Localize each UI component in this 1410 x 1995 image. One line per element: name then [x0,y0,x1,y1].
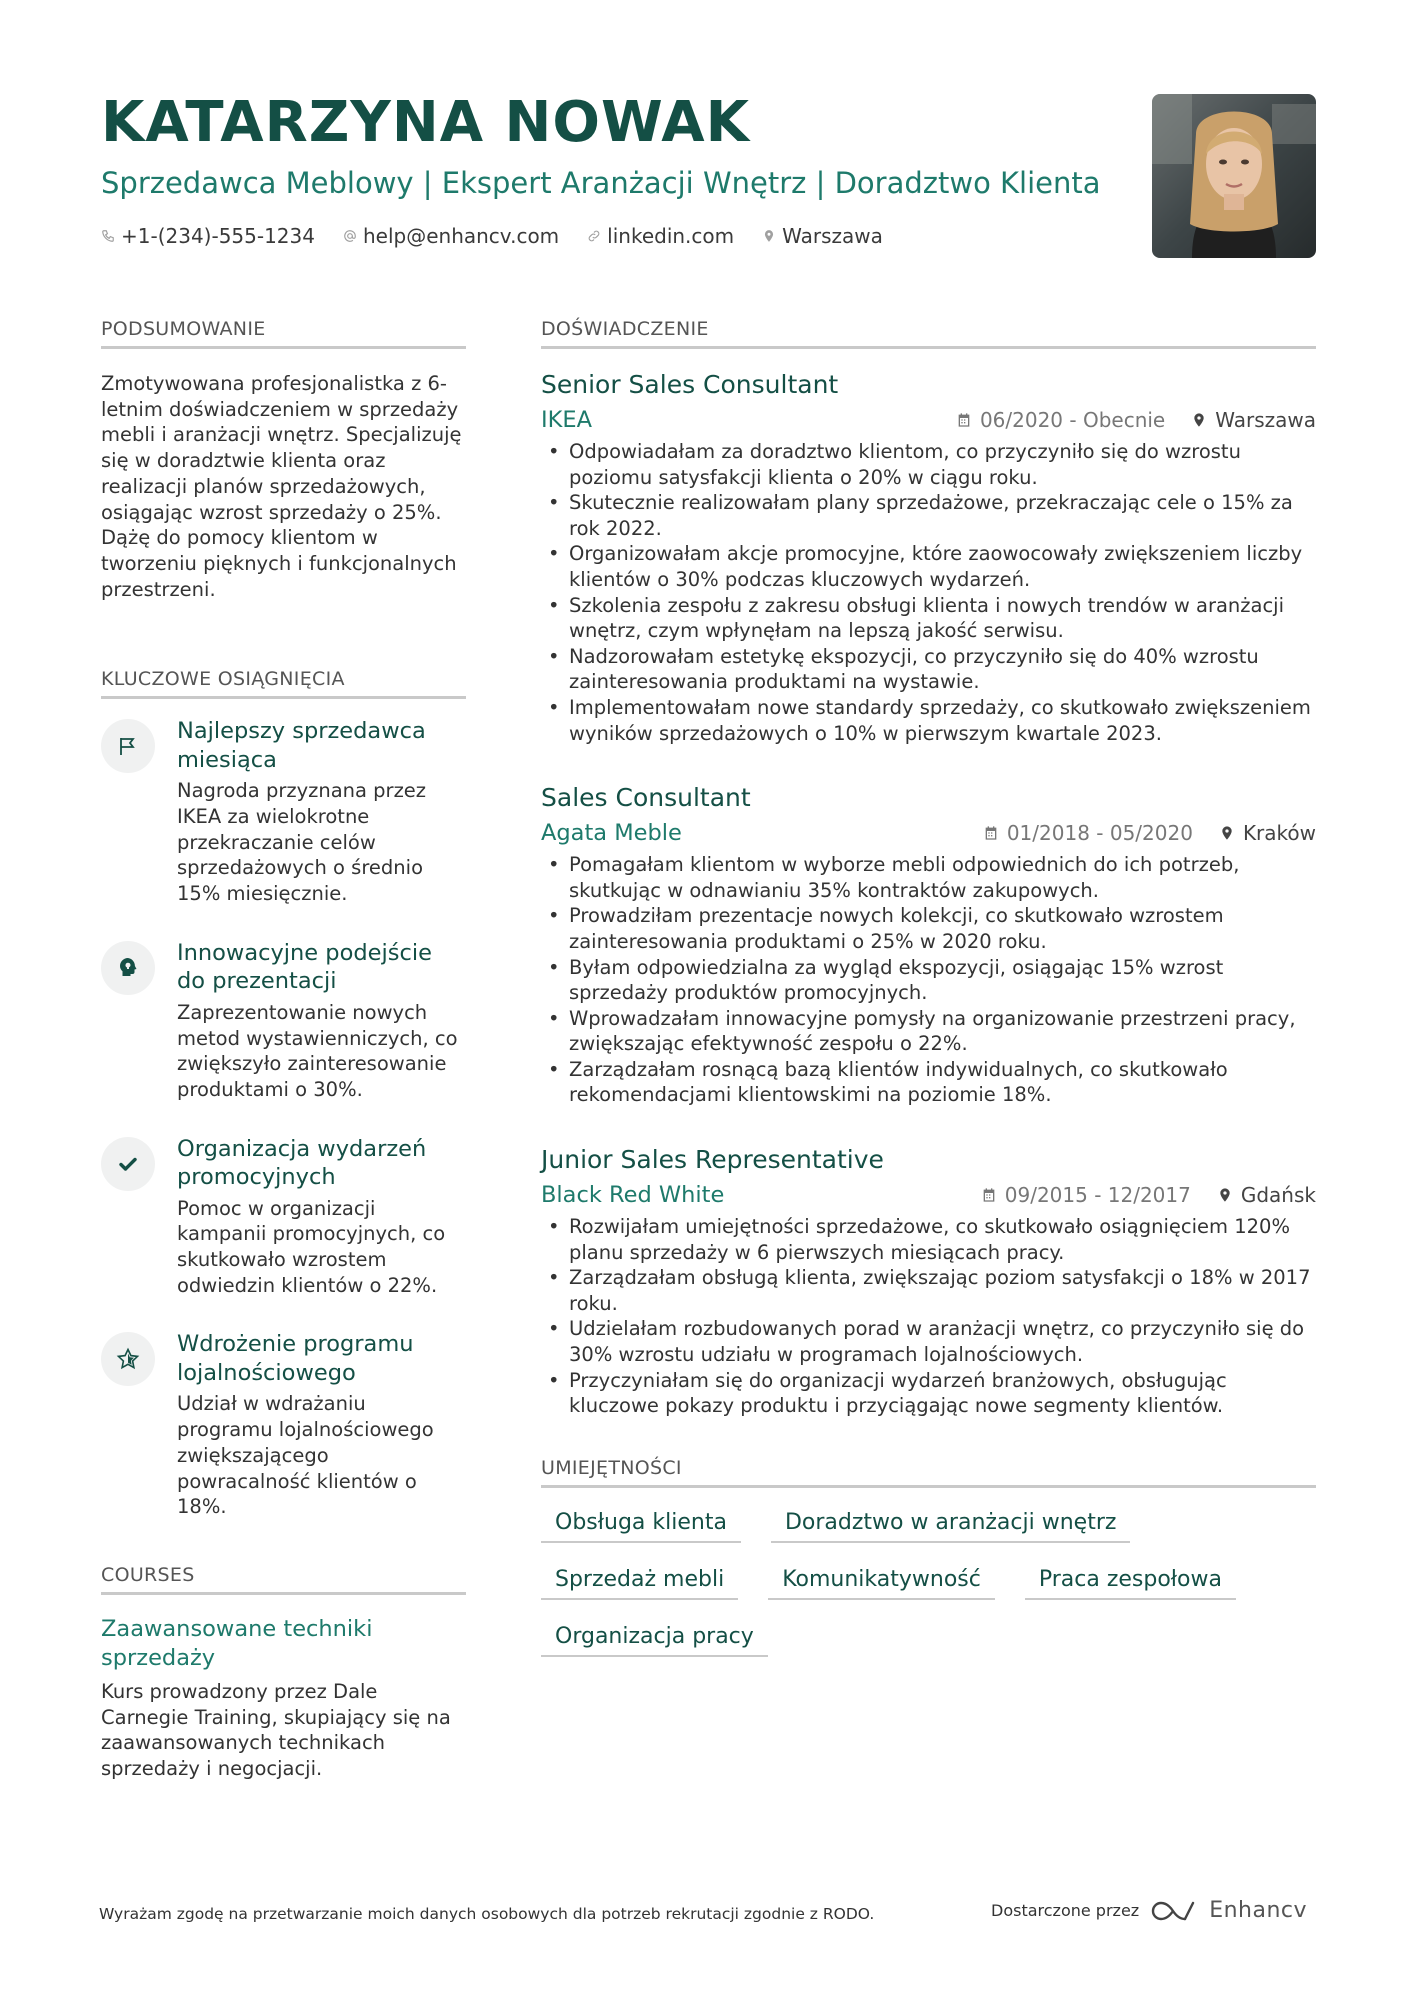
profile-photo [1152,94,1316,258]
email-text: help@enhancv.com [362,224,560,248]
calendar-icon [956,412,972,428]
achievement-item [101,717,466,907]
skill-tag: Sprzedaż mebli [541,1563,738,1600]
skill-tag: Obsługa klienta [541,1506,741,1543]
job-bullets [541,1214,1316,1419]
company-name: Black Red White [541,1182,725,1209]
at-icon [343,229,357,243]
location-text: Warszawa [782,224,883,248]
job-meta [541,1182,1316,1208]
bullet-item: • Nadzorowałam estetykę ekspozycji, co przyczyniło się do 40% wzrostu zainteresowania produktami na wystawie. [541,644,1316,695]
bullet-item: • Wprowadzałam innowacyjne pomysły na organizowanie przestrzeni pracy, zwiększając efektywność zespołu o 22%. [541,1006,1316,1057]
achievement-desc: Udział w wdrażaniu programu lojalnościowego zwiększającego powracalność klientów o 18%. [177,1392,434,1519]
job-dates [981,1183,1191,1207]
summary-heading: PODSUMOWANIE [101,318,466,349]
portrait-image [1152,94,1316,258]
job-dates [983,821,1193,845]
dates-text: 06/2020 - Obecnie [979,408,1166,432]
bullet-item: • Implementowałam nowe standardy sprzedaży, co skutkowało zwiększeniem wyników sprzedażowych o 10% w pierwszym kwartale 2023. [541,695,1316,746]
bullet-item: • Skutecznie realizowałam plany sprzedażowe, przekraczając cele o 15% za rok 2022. [541,490,1316,541]
skills-section [541,1457,1316,1657]
dates-text: 09/2015 - 12/2017 [1004,1183,1191,1208]
job-title: Sales Consultant [541,783,751,813]
achievement-desc: Nagroda przyznana przez IKEA za wielokrotne przekraczanie celów sprzedażowych o średnio 15% miesięcznie. [177,779,427,906]
achievement-title: Innowacyjne podejście do prezentacji [177,939,432,995]
job-meta [541,820,1316,846]
lightbulb-head-icon [101,941,155,995]
job-location [1217,1183,1316,1207]
location-pin-icon [762,229,776,243]
contact-linkedin[interactable] [587,224,734,248]
job-bullets [541,439,1316,746]
course-title: Zaawansowane techniki sprzedaży [101,1615,373,1671]
company-name: Agata Meble [541,820,682,847]
job-location [1191,408,1316,432]
linkedin-text: linkedin.com [607,224,735,248]
skills-heading: UMIEJĘTNOŚCI [541,1457,1316,1488]
phone-icon [101,229,115,243]
skill-tag: Komunikatywność [768,1563,995,1600]
star-icon [101,1332,155,1386]
courses-heading: COURSES [101,1564,466,1595]
achievement-item [101,1330,466,1520]
achievement-item [101,1135,466,1299]
experience-heading: DOŚWIADCZENIE [541,318,1316,349]
job-meta [541,407,1316,433]
contact-email[interactable] [343,224,559,248]
contact-phone[interactable] [101,224,315,248]
consent-note: Wyrażam zgodę na przetwarzanie moich danych osobowych dla potrzeb rekrutacji zgodnie z RODO. [99,1905,875,1923]
powered-by[interactable] [991,1898,1307,1923]
resume-header [101,90,1101,248]
job-entry [541,369,1316,746]
achievement-title: Najlepszy sprzedawca miesiąca [177,718,426,773]
skill-tag: Organizacja pracy [541,1620,768,1657]
skill-tag: Doradztwo w aranżacji wnętrz [771,1506,1130,1543]
job-entry [541,1144,1316,1419]
contact-bar [101,224,1101,248]
achievement-item [101,939,466,1103]
bullet-item: • Zarządzałam obsługą klienta, zwiększając poziom satysfakcji o 18% w 2017 roku. [541,1265,1316,1316]
calendar-icon [981,1187,997,1203]
contact-location [762,224,883,248]
achievements-heading: KLUCZOWE OSIĄGNIĘCIA [101,668,466,699]
bullet-item: • Przyczyniałam się do organizacji wydarzeń branżowych, obsługując kluczowe pokazy produktu i przyciągając nowe segmenty klientów. [541,1368,1316,1419]
achievement-title: Organizacja wydarzeń promocyjnych [177,1135,427,1191]
powered-by-label: Dostarczone przez [991,1901,1140,1920]
phone-text: +1-(234)-555-1234 [121,224,315,248]
bullet-item: • Prowadziłam prezentacje nowych kolekcji, co skutkowało wzrostem zainteresowania produktami o 25% w 2020 roku. [541,903,1316,954]
bullet-item: • Byłam odpowiedzialna za wygląd ekspozycji, osiągając 15% wzrost sprzedaży produktów promocyjnych. [541,955,1316,1006]
company-name: IKEA [541,407,592,433]
location-text: Warszawa [1215,408,1316,432]
bullet-item: • Odpowiadałam za doradztwo klientom, co przyczyniło się do wzrostu poziomu satysfakcji klienta o 20% w ciągu roku. [541,439,1316,490]
bullet-item: • Zarządzałam rosnącą bazą klientów indywidualnych, co skutkowało rekomendacjami klientowskimi na poziomie 18%. [541,1057,1316,1108]
location-pin-icon [1191,412,1207,428]
job-title: Junior Sales Representative [541,1145,884,1175]
right-column [541,318,1316,1657]
bullet-item: • Organizowałam akcje promocyjne, które zaowocowały zwiększeniem liczby klientów o 30% podczas kluczowych wydarzeń. [541,541,1316,592]
location-pin-icon [1219,825,1235,841]
check-icon [101,1137,155,1191]
achievements-list [101,717,466,1520]
bullet-item: • Pomagałam klientom w wyborze mebli odpowiednich do ich potrzeb, skutkując w odnawianiu 35% kontraktów zakupowych. [541,852,1316,903]
left-column [101,318,466,1782]
flag-icon [101,719,155,773]
enhancv-logo-icon [1151,1899,1197,1923]
job-title: Senior Sales Consultant [541,370,839,399]
candidate-title: Sprzedawca Meblowy | Ekspert Aranżacji Wnętrz | Doradztwo Klienta [101,166,1101,200]
bullet-item: • Udzielałam rozbudowanych porad w aranżacji wnętrz, co przyczyniło się do 30% wzrostu udziału w programach lojalnościowych. [541,1316,1316,1367]
summary-text: Zmotywowana profesjonalistka z 6-letnim doświadczeniem w sprzedaży mebli i aranżacji wnętrz. Specjalizuję się w doradztwie klienta oraz realizacji planów sprzedażowych, osiągając wzrost sprzedaży o 25%. Dążę do pomocy klientom w tworzeniu pięknych i funkcjonalnych przestrzeni. [101,372,462,601]
link-icon [587,229,601,243]
bullet-item: • Rozwijałam umiejętności sprzedażowe, co skutkowało osiągnięciem 120% planu sprzedaży w 6 pierwszych miesiącach pracy. [541,1214,1316,1265]
location-text: Gdańsk [1240,1183,1316,1208]
brand-name: Enhancv [1209,1898,1308,1923]
location-text: Kraków [1242,821,1316,846]
candidate-name: KATARZYNA NOWAK [101,90,751,155]
achievement-desc: Pomoc w organizacji kampanii promocyjnych, co skutkowało wzrostem odwiedzin klientów o 22%. [177,1196,446,1297]
skills-list [541,1506,1316,1657]
location-pin-icon [1217,1187,1233,1203]
achievement-desc: Zaprezentowanie nowych metod wystawienniczych, co zwiększyło zainteresowanie produktami o 30%. [177,1000,458,1101]
achievement-title: Wdrożenie programu lojalnościowego [177,1331,414,1386]
bullet-item: • Szkolenia zespołu z zakresu obsługi klienta i nowych trendów w aranżacji wnętrz, czym wpłynęłam na lepszą jakość serwisu. [541,593,1316,644]
dates-text: 01/2018 - 05/2020 [1006,821,1193,846]
skill-tag: Praca zespołowa [1025,1563,1236,1600]
job-entry [541,782,1316,1108]
job-dates [956,408,1165,432]
calendar-icon [983,825,999,841]
course-desc: Kurs prowadzony przez Dale Carnegie Training, skupiający się na zaawansowanych technikach sprzedaży i negocjacji. [101,1679,451,1781]
job-location [1219,821,1316,845]
job-bullets [541,852,1316,1108]
